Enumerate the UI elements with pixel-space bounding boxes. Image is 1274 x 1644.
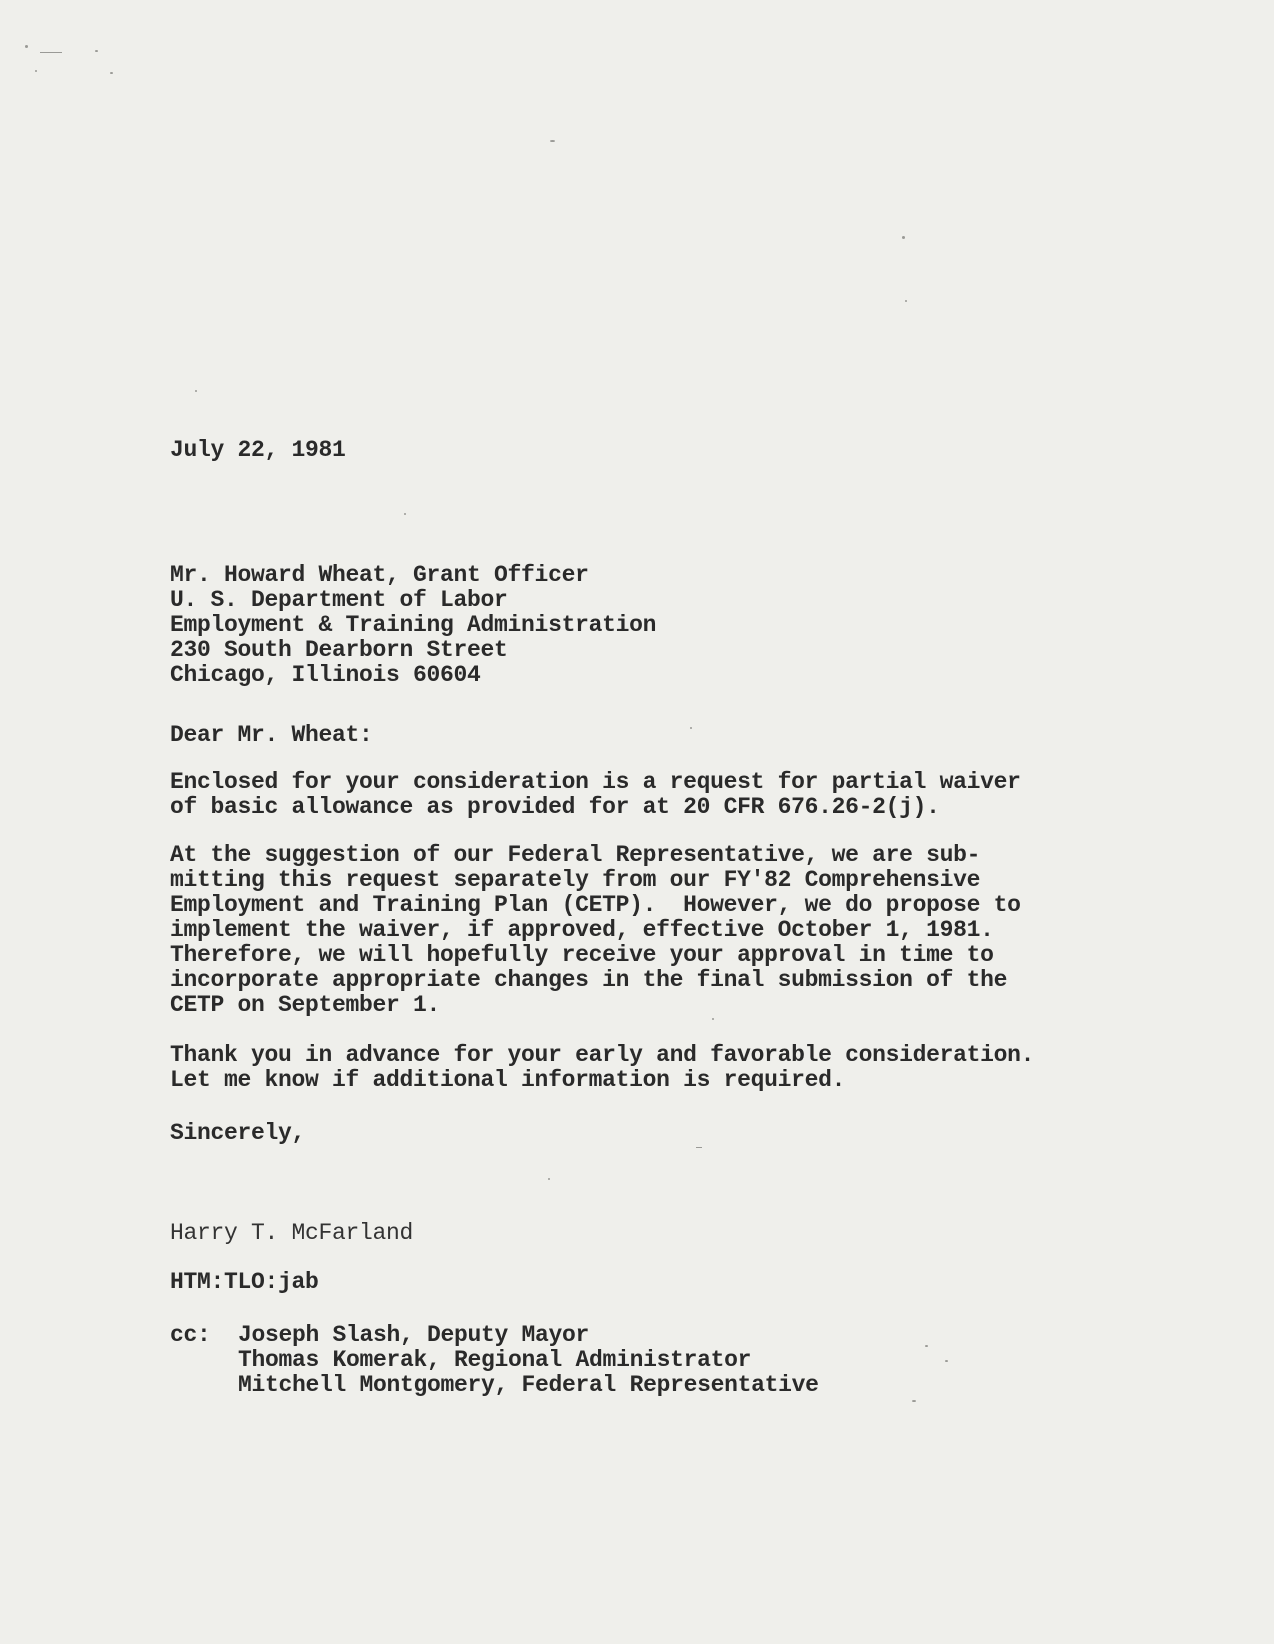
paragraph-line: Employment and Training Plan (CETP). However, we do propose to	[170, 892, 1021, 918]
cc-recipient: Mitchell Montgomery, Federal Representative	[238, 1372, 819, 1398]
recipient-street-line: 230 South Dearborn Street	[170, 637, 508, 663]
paragraph-line: Therefore, we will hopefully receive your approval in time to	[170, 942, 994, 968]
scan-speck	[945, 1360, 948, 1362]
cc-recipient-list	[238, 1323, 819, 1398]
signer-name: Harry T. McFarland	[170, 1220, 414, 1246]
paragraph-line: Thank you in advance for your early and favorable consideration.	[170, 1042, 1035, 1068]
recipient-name-line: Mr. Howard Wheat, Grant Officer	[170, 562, 589, 588]
paragraph-line: At the suggestion of our Federal Representative, we are sub-	[170, 842, 981, 868]
paragraph-line: incorporate appropriate changes in the final submission of the	[170, 967, 1008, 993]
scan-speck	[905, 300, 907, 302]
letter-body	[170, 437, 1170, 1398]
scan-speck	[195, 390, 197, 392]
salutation: Dear Mr. Wheat:	[170, 722, 373, 748]
recipient-department-line: U. S. Department of Labor	[170, 587, 508, 613]
cc-recipient: Joseph Slash, Deputy Mayor	[238, 1322, 590, 1348]
scan-speck	[25, 45, 28, 48]
scan-speck	[548, 1178, 550, 1180]
scan-speck	[925, 1345, 928, 1347]
scan-speck	[912, 1400, 916, 1402]
letter-date: July 22, 1981	[170, 437, 346, 463]
scan-speck	[110, 72, 113, 74]
paragraph-line: Enclosed for your consideration is a request for partial waiver	[170, 769, 1021, 795]
paragraph-line: implement the waiver, if approved, effective October 1, 1981.	[170, 917, 994, 943]
paragraph-line: CETP on September 1.	[170, 992, 441, 1018]
paragraph-2	[170, 843, 1021, 1018]
recipient-city-line: Chicago, Illinois 60604	[170, 662, 481, 688]
scan-speck	[902, 236, 905, 239]
paragraph-3	[170, 1043, 1034, 1093]
recipient-administration-line: Employment & Training Administration	[170, 612, 657, 638]
scan-speck	[35, 70, 37, 72]
scan-speck	[95, 50, 98, 52]
scan-speck	[404, 513, 406, 515]
paragraph-line: of basic allowance as provided for at 20 CFR 676.26-2(j).	[170, 794, 940, 820]
paragraph-1	[170, 770, 1021, 820]
scan-speck	[40, 52, 62, 53]
cc-label: cc:	[170, 1322, 211, 1348]
reference-initials: HTM:TLO:jab	[170, 1269, 319, 1295]
paragraph-line: Let me know if additional information is required.	[170, 1067, 846, 1093]
cc-recipient: Thomas Komerak, Regional Administrator	[238, 1347, 752, 1373]
scan-speck	[712, 1018, 714, 1020]
cc-block	[170, 1323, 819, 1398]
closing: Sincerely,	[170, 1120, 306, 1146]
scan-speck	[696, 1147, 702, 1148]
scan-speck	[690, 727, 692, 729]
recipient-address	[170, 563, 656, 688]
paragraph-line: mitting this request separately from our FY'82 Comprehensive	[170, 867, 981, 893]
scan-speck	[550, 140, 555, 142]
